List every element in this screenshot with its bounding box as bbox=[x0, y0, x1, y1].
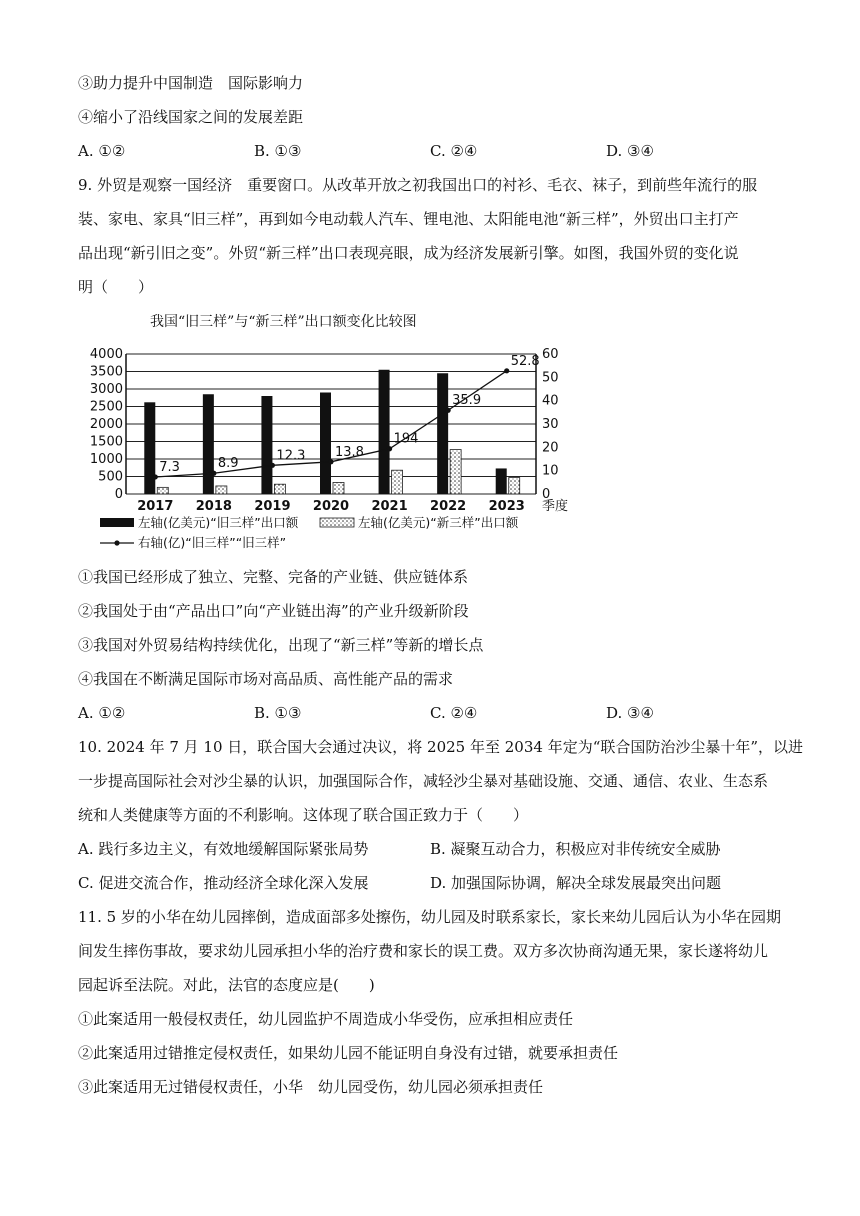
q8-option-d: D. ③④ bbox=[606, 142, 654, 160]
right-tick-label: 60 bbox=[542, 347, 559, 362]
line-point bbox=[270, 463, 275, 468]
statement-4: ④缩小了沿线国家之间的发展差距 bbox=[78, 108, 304, 126]
right-tick-label: 50 bbox=[542, 370, 559, 386]
bar-new-three bbox=[274, 484, 285, 494]
legend-label-new: 左轴(亿美元)“新三样”出口额 bbox=[358, 515, 519, 530]
legend-swatch-line-dot bbox=[114, 540, 119, 545]
right-tick-label: 40 bbox=[542, 393, 559, 409]
q9-statement-1: ①我国已经形成了独立、完整、完备的产业链、供应链体系 bbox=[78, 568, 469, 586]
q9-option-c: C. ②④ bbox=[430, 704, 478, 722]
q11-statement-3: ③此案适用无过错侵权责任，小华 幼儿园受伤，幼儿园必须承担责任 bbox=[78, 1078, 544, 1096]
q11-text-line: 园起诉至法院。对此，法官的态度应是( ) bbox=[78, 976, 375, 994]
bar-new-three bbox=[216, 486, 227, 494]
q9-text-line: 装、家电、家具“旧三样”，再到如今电动载人汽车、锂电池、太阳能电池“新三样”，外贸出口主打产 bbox=[78, 210, 739, 228]
category-label: 2020 bbox=[312, 499, 350, 514]
right-tick-label: 20 bbox=[542, 440, 559, 456]
q10-option-d: D. 加强国际协调，解决全球发展最突出问题 bbox=[430, 874, 722, 892]
statement-3: ③助力提升中国制造 国际影响力 bbox=[78, 74, 304, 92]
left-tick-label: 500 bbox=[98, 469, 123, 485]
line-data-label: 7.3 bbox=[159, 459, 180, 475]
category-label: 2022 bbox=[430, 499, 467, 514]
legend-swatch-old bbox=[100, 518, 134, 527]
line-data-label: 13.8 bbox=[335, 444, 364, 460]
q9-statement-3: ③我国对外贸易结构持续优化，出现了“新三样”等新的增长点 bbox=[78, 636, 484, 654]
line-data-label: 52.8 bbox=[510, 353, 540, 369]
bar-old-three bbox=[144, 402, 155, 494]
left-tick-label: 1500 bbox=[89, 434, 123, 450]
q9-option-b: B. ①③ bbox=[254, 704, 302, 722]
bar-old-three bbox=[496, 468, 507, 494]
left-tick-label: 2000 bbox=[89, 417, 123, 432]
q9-option-a: A. ①② bbox=[78, 704, 126, 722]
q9-text-line: 9. 外贸是观察一国经济 重要窗口。从改革开放之初我国出口的衬衫、毛衣、袜子，到前些年流行的服 bbox=[78, 176, 758, 194]
line-point bbox=[446, 408, 451, 413]
bar-new-three bbox=[333, 482, 344, 494]
legend-label-old: 左轴(亿美元)“旧三样”出口额 bbox=[138, 515, 299, 530]
q10-text-line: 统和人类健康等方面的不利影响。这体现了联合国正致力于（ ） bbox=[78, 806, 529, 824]
q10-text-line: 10. 2024 年 7 月 10 日，联合国大会通过决议，将 2025 年至 2034 年定为“联合国防治沙尘暴十年”，以进 bbox=[78, 738, 804, 756]
q10-text-line: 一步提高国际社会对沙尘暴的认识，加强国际合作，减轻沙尘暴对基础设施、交通、通信、农业、生态系 bbox=[78, 772, 769, 790]
q11-statement-1: ①此案适用一般侵权责任，幼儿园监护不周造成小华受伤，应承担相应责任 bbox=[78, 1010, 574, 1028]
left-tick-label: 2500 bbox=[89, 399, 123, 415]
line-point bbox=[211, 471, 216, 476]
q10-option-c: C. 促进交流合作，推动经济全球化深入发展 bbox=[78, 874, 369, 892]
left-tick-label: 0 bbox=[114, 487, 123, 502]
category-label: 2019 bbox=[254, 499, 291, 514]
category-label: 2017 bbox=[137, 499, 174, 514]
line-data-label: 194 bbox=[393, 431, 419, 447]
bar-new-three bbox=[157, 487, 168, 494]
bar-old-three bbox=[203, 394, 214, 494]
q8-option-a: A. ①② bbox=[78, 142, 126, 160]
legend-swatch-new bbox=[320, 518, 354, 527]
line-point bbox=[153, 474, 158, 479]
bar-old-three bbox=[437, 373, 448, 494]
right-tick-label: 0 bbox=[542, 487, 551, 502]
right-tick-label: 10 bbox=[542, 463, 559, 479]
line-data-label: 12.3 bbox=[276, 448, 306, 464]
chart-title: 我国“旧三样”与“新三样”出口额变化比较图 bbox=[150, 314, 417, 330]
q10-option-b: B. 凝聚互动合力，积极应对非传统安全威胁 bbox=[430, 840, 721, 858]
category-label: 2021 bbox=[371, 499, 408, 514]
q11-text-line: 间发生摔伤事故，要求幼儿园承担小华的治疗费和家长的误工费。双方多次协商沟通无果，家长遂将幼儿 bbox=[78, 942, 769, 960]
line-data-label: 35.9 bbox=[452, 393, 482, 409]
bar-new-three bbox=[509, 478, 520, 494]
q8-option-b: B. ①③ bbox=[254, 142, 302, 160]
left-tick-label: 1000 bbox=[89, 452, 123, 467]
line-point bbox=[387, 446, 392, 451]
q11-text-line: 11. 5 岁的小华在幼儿园摔倒，造成面部多处擦伤，幼儿园及时联系家长，家长来幼儿园后认为小华在园期 bbox=[78, 908, 781, 926]
bar-new-three bbox=[450, 450, 461, 494]
x-unit-label: 季度 bbox=[542, 499, 569, 514]
line-data-label: 8.9 bbox=[217, 456, 239, 472]
q10-option-a: A. 践行多边主义，有效地缓解国际紧张局势 bbox=[78, 840, 369, 858]
left-tick-label: 3000 bbox=[89, 382, 123, 397]
category-label: 2018 bbox=[195, 499, 232, 514]
left-tick-label: 3500 bbox=[89, 364, 123, 380]
q9-text-line: 明（ ） bbox=[78, 278, 154, 296]
q8-option-c: C. ②④ bbox=[430, 142, 478, 160]
bar-old-three bbox=[320, 393, 331, 495]
q9-statement-4: ④我国在不断满足国际市场对高品质、高性能产品的需求 bbox=[78, 670, 454, 688]
q9-text-line: 品出现“新引旧之变”。外贸“新三样”出口表现亮眼，成为经济发展新引擎。如图，我国外贸的变化说 bbox=[78, 244, 739, 262]
right-tick-label: 30 bbox=[542, 417, 559, 432]
legend-label-line: 右轴(亿)“旧三样”“旧三样” bbox=[138, 535, 287, 550]
bar-old-three bbox=[379, 370, 390, 494]
left-tick-label: 4000 bbox=[89, 347, 123, 362]
q9-statement-2: ②我国处于由“产品出口”向“产业链出海”的产业升级新阶段 bbox=[78, 602, 469, 620]
line-point bbox=[504, 368, 509, 373]
category-label: 2023 bbox=[488, 499, 525, 514]
export-chart bbox=[86, 340, 586, 565]
bar-new-three bbox=[392, 470, 403, 494]
q9-option-d: D. ③④ bbox=[606, 704, 654, 722]
q11-statement-2: ②此案适用过错推定侵权责任，如果幼儿园不能证明自身没有过错，就要承担责任 bbox=[78, 1044, 619, 1062]
line-point bbox=[328, 459, 333, 464]
bar-old-three bbox=[261, 396, 272, 494]
